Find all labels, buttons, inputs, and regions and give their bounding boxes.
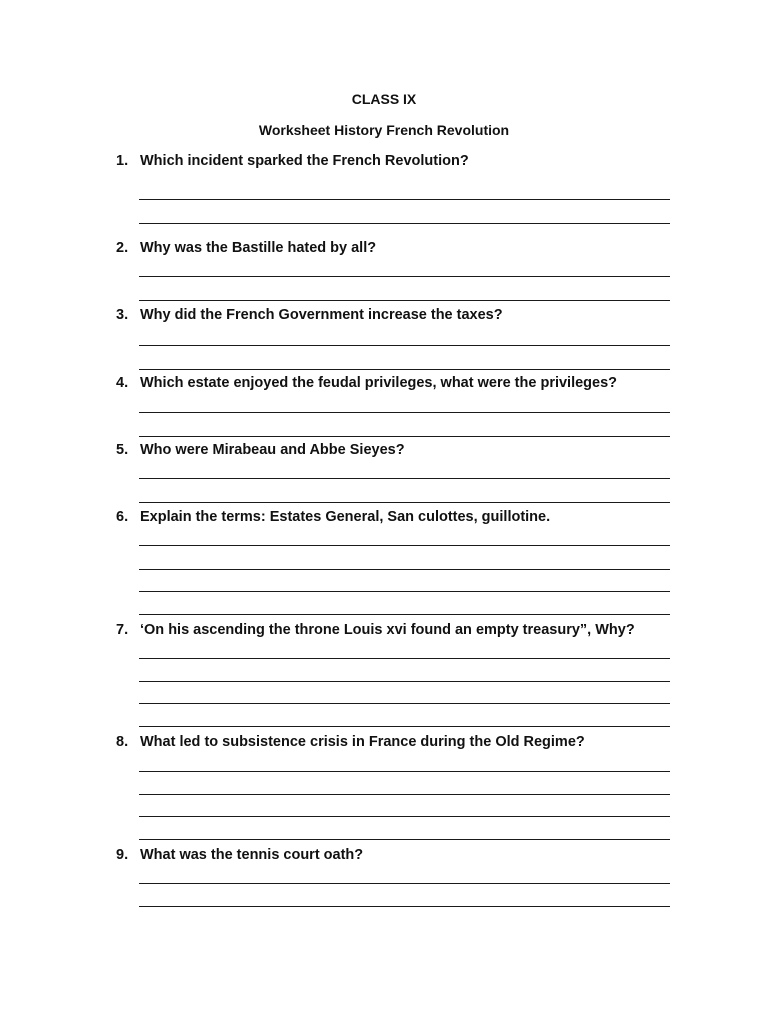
answer-line[interactable] bbox=[139, 816, 670, 817]
question-number: 4. bbox=[116, 375, 129, 391]
question-text: Why did the French Government increase the taxes? bbox=[140, 307, 503, 323]
answer-line[interactable] bbox=[139, 436, 670, 437]
question-6 bbox=[116, 509, 676, 525]
question-7 bbox=[116, 622, 676, 638]
question-number: 5. bbox=[116, 442, 129, 458]
answer-line[interactable] bbox=[139, 726, 670, 727]
question-text: What led to subsistence crisis in France during the Old Regime? bbox=[140, 734, 585, 750]
answer-line[interactable] bbox=[139, 703, 670, 704]
question-number: 3. bbox=[116, 307, 129, 323]
question-number: 2. bbox=[116, 240, 129, 256]
question-text: Which incident sparked the French Revolution? bbox=[140, 153, 469, 169]
worksheet-title: Worksheet History French Revolution bbox=[258, 122, 510, 138]
answer-line[interactable] bbox=[139, 223, 670, 224]
answer-line[interactable] bbox=[139, 199, 670, 200]
answer-line[interactable] bbox=[139, 369, 670, 370]
question-text: Explain the terms: Estates General, San culottes, guillotine. bbox=[140, 509, 551, 525]
question-number: 7. bbox=[116, 622, 129, 638]
question-text: What was the tennis court oath? bbox=[140, 847, 364, 863]
question-number: 6. bbox=[116, 509, 129, 525]
question-text: ‘On his ascending the throne Louis xvi found an empty treasury”, Why? bbox=[140, 622, 635, 638]
answer-line[interactable] bbox=[139, 614, 670, 615]
question-3 bbox=[116, 307, 676, 323]
question-number: 1. bbox=[116, 153, 129, 169]
question-5 bbox=[116, 442, 676, 458]
question-text: Which estate enjoyed the feudal privileges, what were the privileges? bbox=[140, 375, 618, 391]
answer-line[interactable] bbox=[139, 569, 670, 570]
question-number: 9. bbox=[116, 847, 129, 863]
answer-line[interactable] bbox=[139, 883, 670, 884]
answer-line[interactable] bbox=[139, 794, 670, 795]
question-text: Why was the Bastille hated by all? bbox=[140, 240, 377, 256]
answer-line[interactable] bbox=[139, 345, 670, 346]
answer-line[interactable] bbox=[139, 412, 670, 413]
answer-line[interactable] bbox=[139, 658, 670, 659]
answer-line[interactable] bbox=[139, 591, 670, 592]
question-number: 8. bbox=[116, 734, 129, 750]
answer-line[interactable] bbox=[139, 839, 670, 840]
class-title: CLASS IX bbox=[351, 91, 417, 107]
answer-line[interactable] bbox=[139, 478, 670, 479]
answer-line[interactable] bbox=[139, 681, 670, 682]
question-4 bbox=[116, 375, 676, 391]
question-text: Who were Mirabeau and Abbe Sieyes? bbox=[140, 442, 405, 458]
answer-line[interactable] bbox=[139, 906, 670, 907]
answer-line[interactable] bbox=[139, 502, 670, 503]
answer-line[interactable] bbox=[139, 276, 670, 277]
question-8 bbox=[116, 734, 676, 750]
answer-line[interactable] bbox=[139, 300, 670, 301]
answer-line[interactable] bbox=[139, 771, 670, 772]
question-2 bbox=[116, 240, 676, 256]
answer-line[interactable] bbox=[139, 545, 670, 546]
question-9 bbox=[116, 847, 676, 863]
question-1 bbox=[116, 153, 676, 169]
